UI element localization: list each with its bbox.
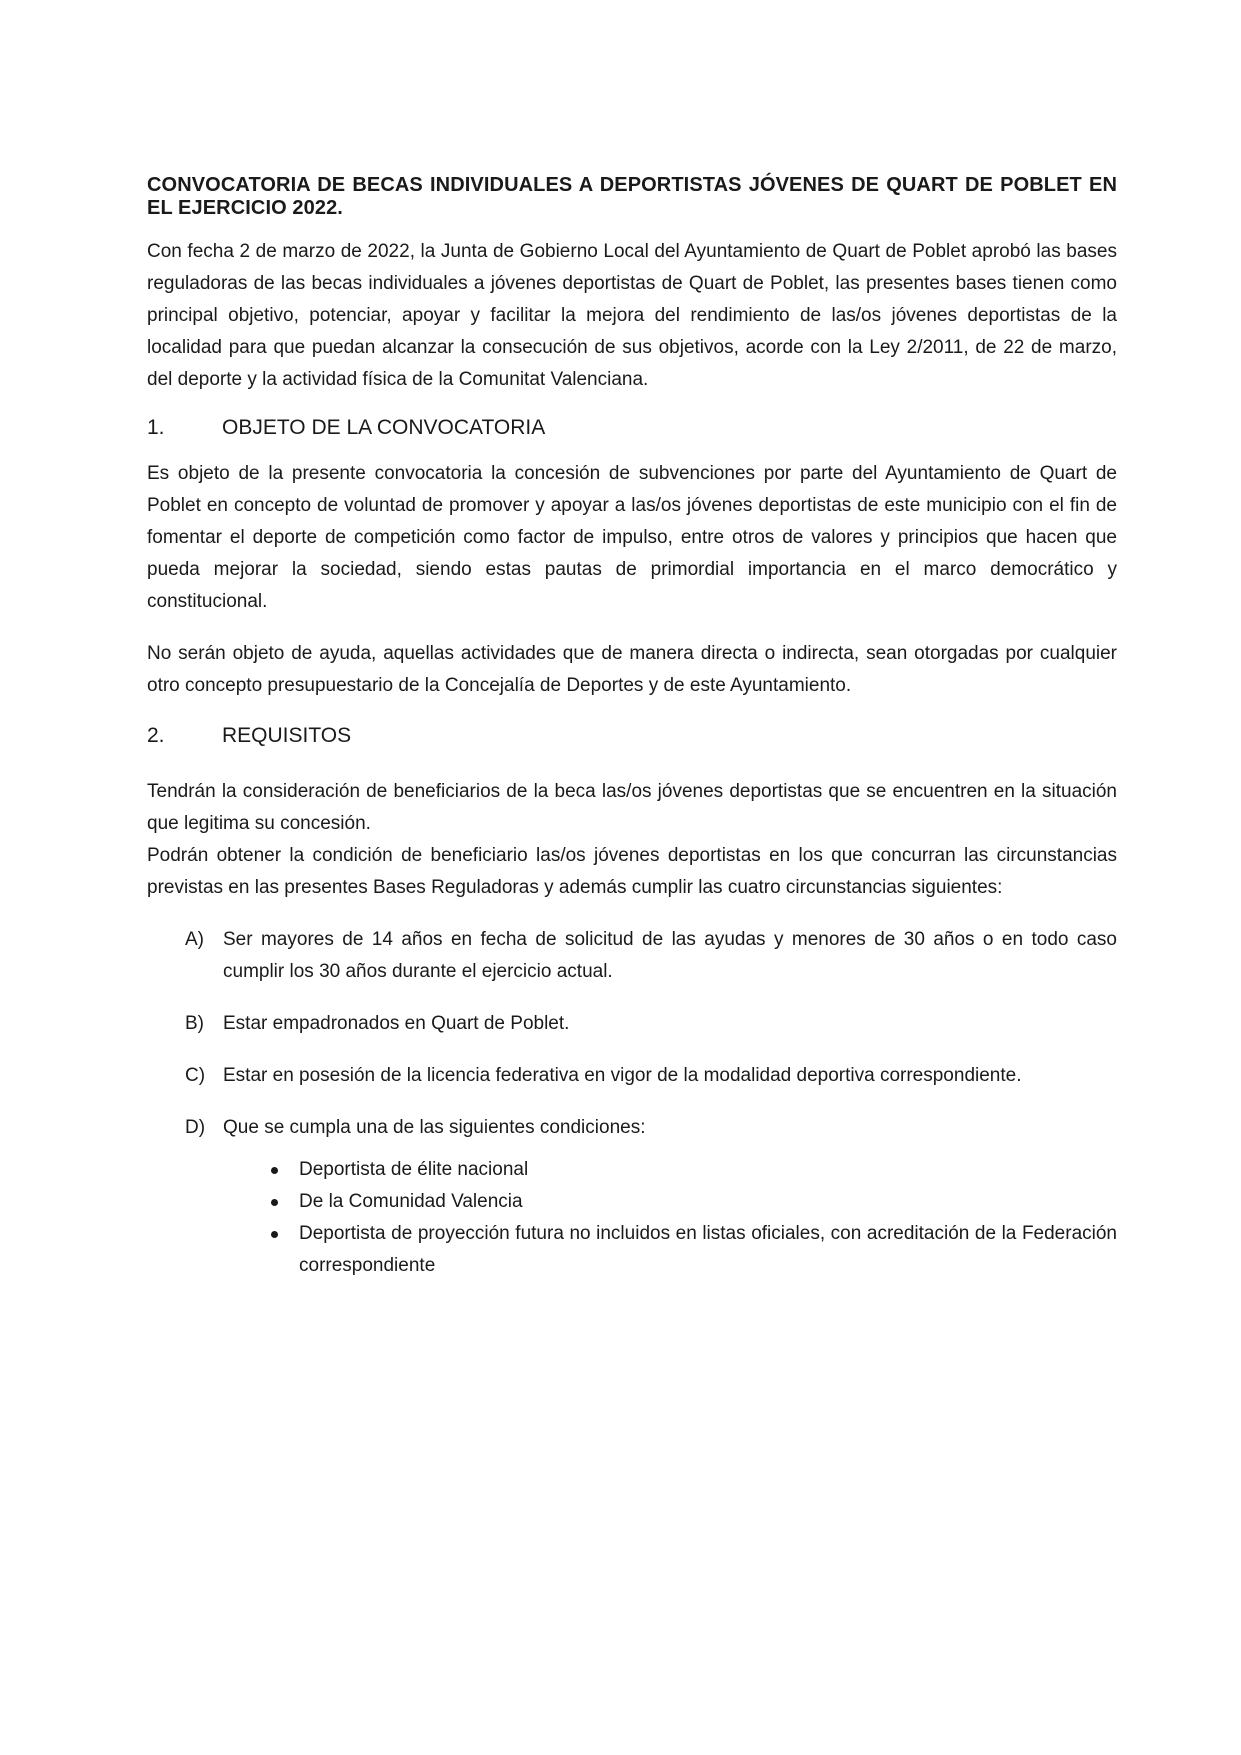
objeto-paragraph-2: No serán objeto de ayuda, aquellas actividades que de manera directa o indirecta, sean otorgadas por cualquier otro concepto presupuestario de la Concejalía de Deportes y de este Ayuntamiento. — [147, 643, 1117, 696]
bullet-item — [265, 1186, 1117, 1218]
section-number: 2. — [147, 724, 165, 747]
bullet-text: De la Comunidad Valencia — [299, 1191, 523, 1212]
bullet-icon — [265, 1218, 299, 1282]
section-heading-objeto — [147, 414, 1117, 442]
list-item-letter: B) — [185, 1013, 204, 1034]
bullet-text: Deportista de proyección futura no incluidos en listas oficiales, con acreditación de la Federación correspondiente — [299, 1223, 1117, 1276]
list-item-text: Ser mayores de 14 años en fecha de solicitud de las ayudas y menores de 30 años o en todo caso cumplir los 30 años durante el ejercicio actual. — [223, 929, 1117, 982]
list-item-letter: A) — [185, 929, 204, 950]
list-item — [185, 924, 1117, 988]
section-title: REQUISITOS — [222, 724, 352, 747]
document-title: CONVOCATORIA DE BECAS INDIVIDUALES A DEPORTISTAS JÓVENES DE QUART DE POBLET EN EL EJERCICIO 2022. — [147, 174, 1117, 219]
objeto-paragraph-1: Es objeto de la presente convocatoria la concesión de subvenciones por parte del Ayuntamiento de Quart de Poblet en concepto de voluntad de promover y apoyar a las/os jóvenes deportistas de este municipio con el fin de fomentar el deporte de competición como factor de impulso, entre otros de valores y principios que hacen que pueda mejorar la sociedad, siendo estas pautas de primordial importancia en el marco democrático y constitucional. — [147, 463, 1117, 612]
section-number: 1. — [147, 416, 165, 439]
bullet-text: Deportista de élite nacional — [299, 1159, 529, 1180]
section-heading-requisitos — [147, 722, 1117, 750]
bullet-item — [265, 1154, 1117, 1186]
requisitos-paragraph-2: Podrán obtener la condición de beneficiario las/os jóvenes deportistas en los que concurran las circunstancias previstas en las presentes Bases Reguladoras y además cumplir las cuatro circunstancias siguientes: — [147, 845, 1117, 898]
bullet-item — [265, 1218, 1117, 1282]
list-item-letter: C) — [185, 1065, 206, 1086]
list-item-letter: D) — [185, 1117, 206, 1138]
list-item — [185, 1008, 1117, 1040]
document-page — [147, 174, 1117, 1282]
conditions-bullet-list — [265, 1154, 1117, 1282]
list-item-text: Estar empadronados en Quart de Poblet. — [223, 1013, 570, 1034]
list-item — [185, 1060, 1117, 1092]
section-title: OBJETO DE LA CONVOCATORIA — [222, 416, 546, 439]
list-item — [185, 1112, 1117, 1144]
requisitos-paragraph-1: Tendrán la consideración de beneficiarios de la beca las/os jóvenes deportistas que se encuentren en la situación que legitima su concesión. — [147, 781, 1117, 834]
bullet-icon — [265, 1186, 299, 1218]
intro-paragraph: Con fecha 2 de marzo de 2022, la Junta de Gobierno Local del Ayuntamiento de Quart de Poblet aprobó las bases reguladoras de las becas individuales a jóvenes deportistas de Quart de Poblet, las presentes bases tienen como principal objetivo, potenciar, apoyar y facilitar la mejora del rendimiento de las/os jóvenes deportistas de la localidad para que puedan alcanzar la consecución de sus objetivos, acorde con la Ley 2/2011, de 22 de marzo, del deporte y la actividad física de la Comunitat Valenciana. — [147, 241, 1117, 390]
bullet-icon — [265, 1154, 299, 1186]
list-item-text: Estar en posesión de la licencia federativa en vigor de la modalidad deportiva correspondiente. — [223, 1065, 1022, 1086]
requirements-list — [185, 924, 1117, 1144]
list-item-text: Que se cumpla una de las siguientes condiciones: — [223, 1117, 646, 1138]
